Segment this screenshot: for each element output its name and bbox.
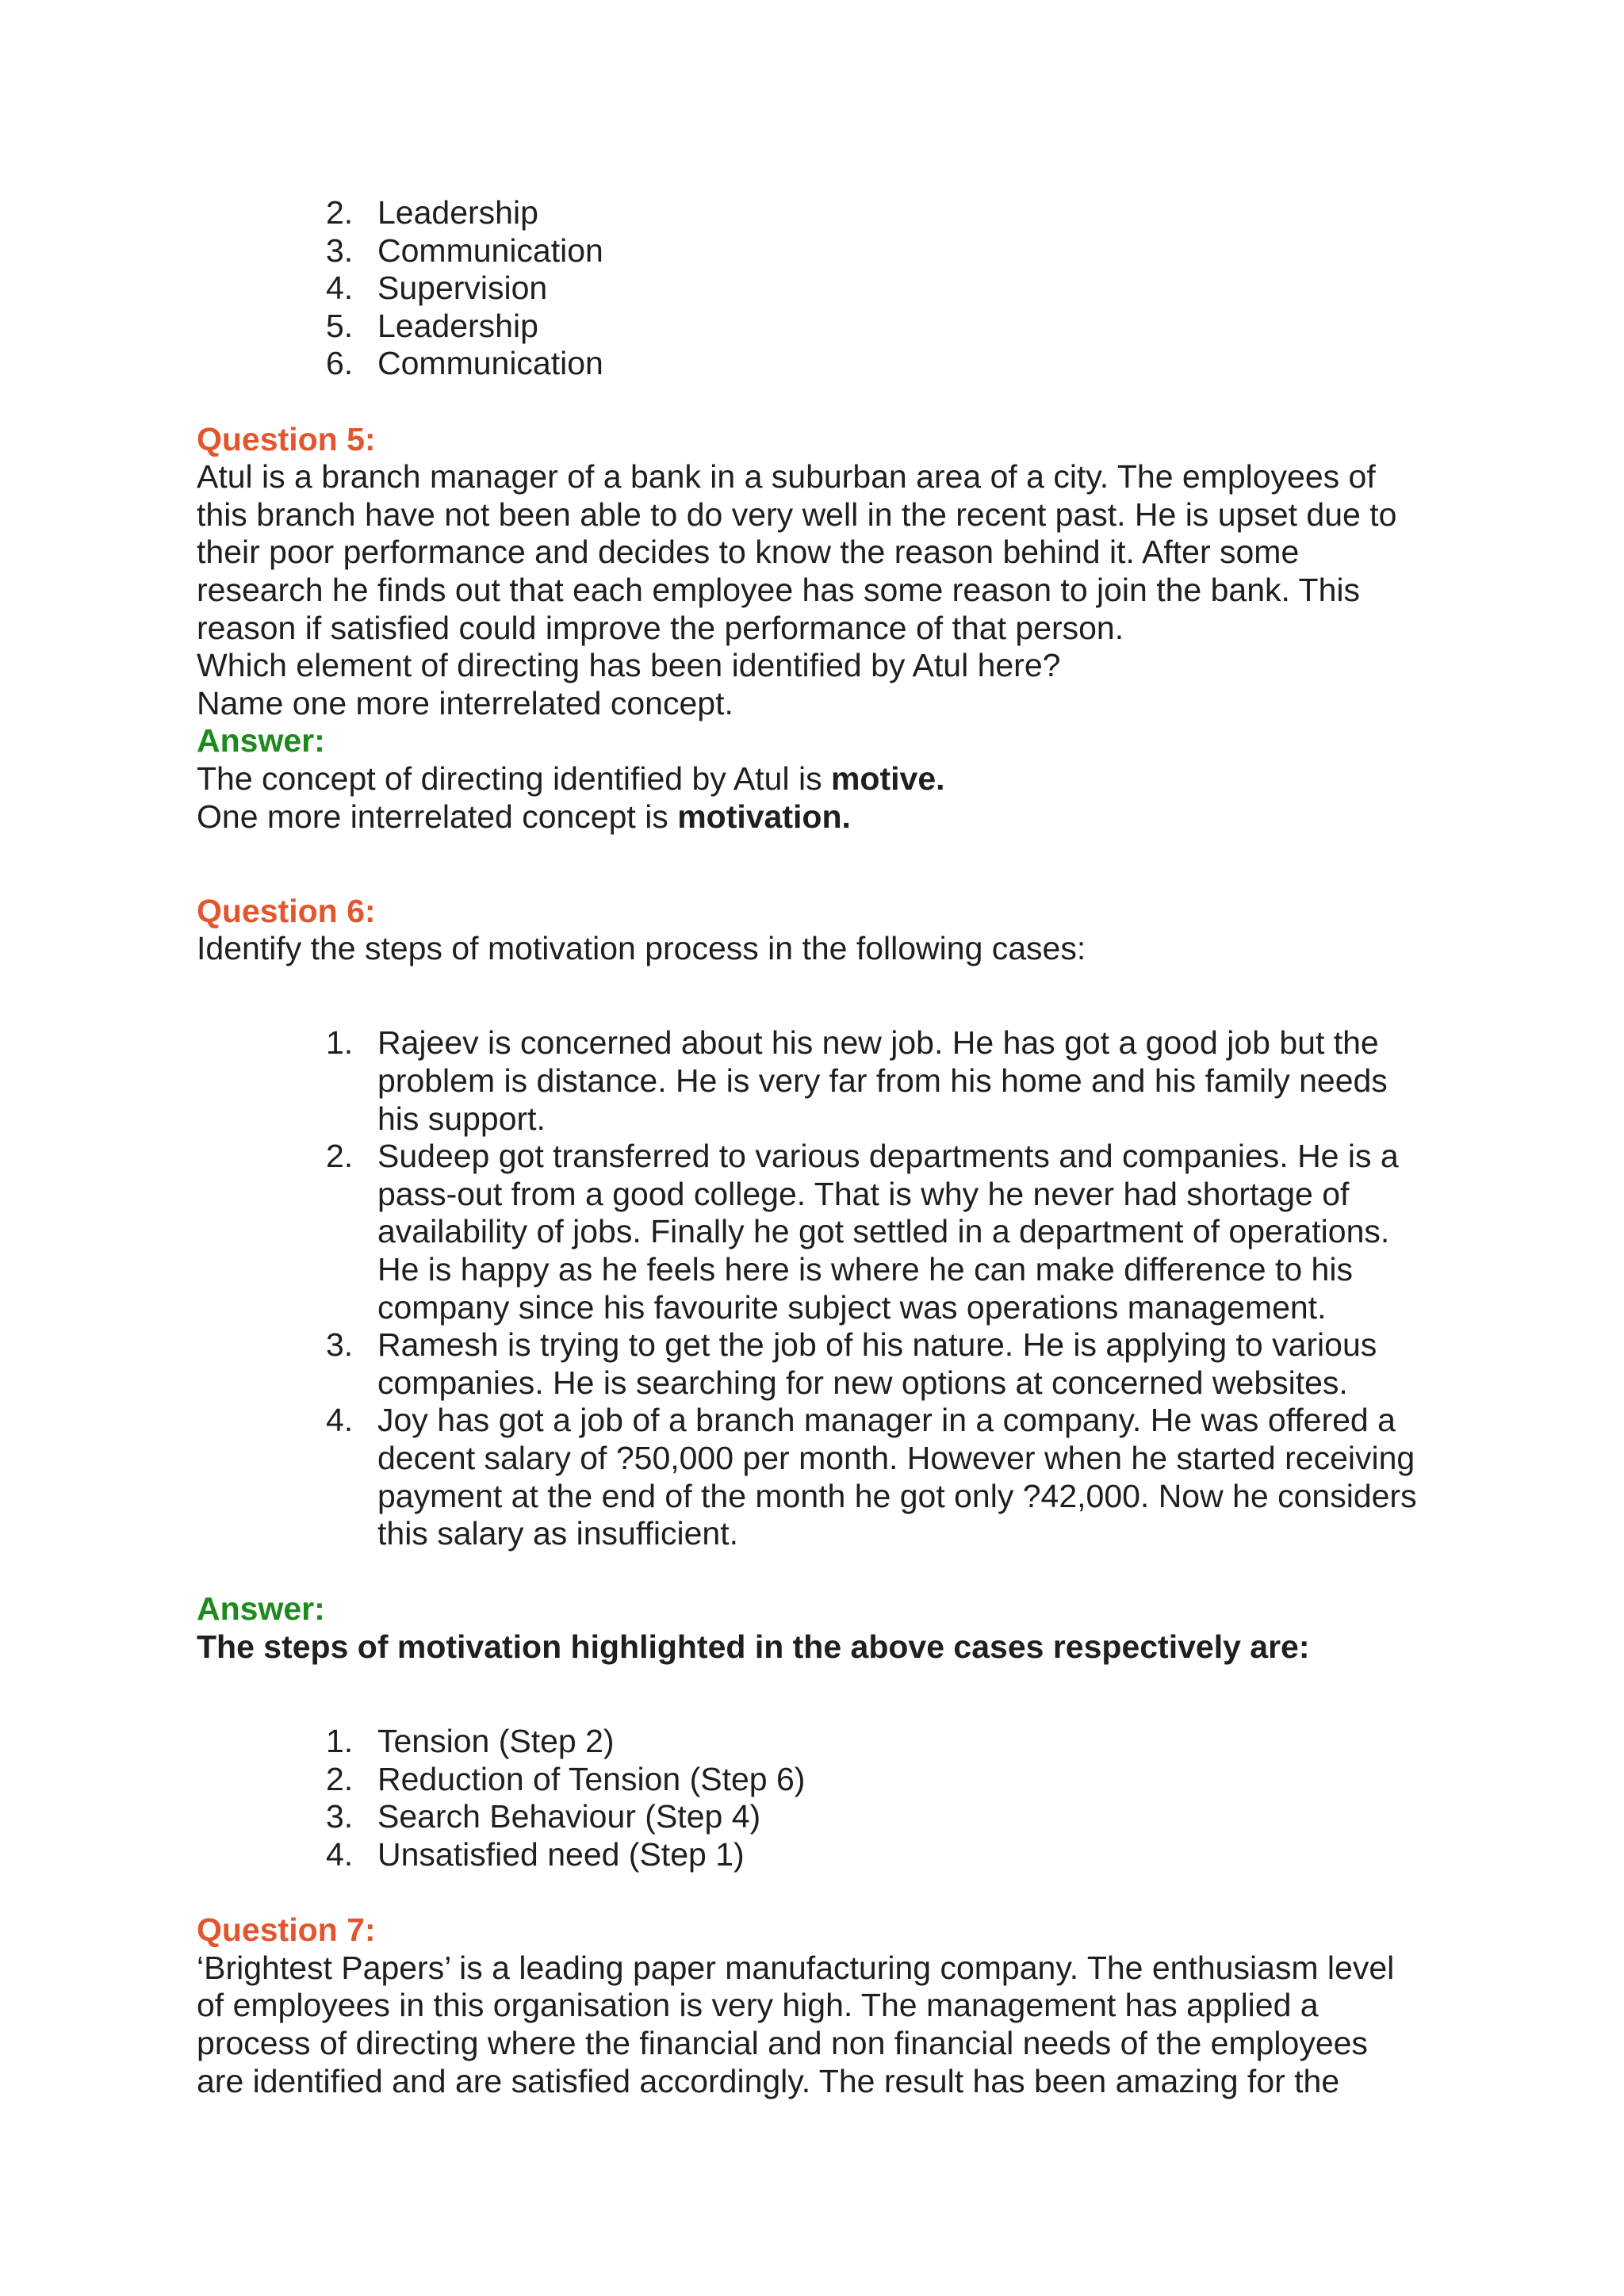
question-5-line: reason if satisfied could improve the performance of that person.: [197, 609, 1124, 646]
question-5-line: Name one more interrelated concept.: [197, 684, 733, 721]
question-6-cases: [197, 1024, 1434, 1552]
case-item: 2. Sudeep got transferred to various departments and companies. He is a pass-out from a good college. That is why he never had shortage of availability of jobs. Finally he got settled in a department of operations. He is happy as he feels here is where he can make difference to his company since his favourite subject was operations management.: [326, 1138, 1399, 1326]
list-item: 6. Communication: [326, 345, 603, 382]
answer-5-heading: Answer:: [197, 722, 325, 760]
question-6-heading: Question 6:: [197, 892, 376, 929]
list-item: 4. Supervision: [326, 270, 548, 307]
question-7-line: ‘Brightest Papers’ is a leading paper manufacturing company. The enthusiasm level: [197, 1949, 1395, 1986]
list-item: 3. Search Behaviour (Step 4): [326, 1798, 761, 1835]
question-5-line: their poor performance and decides to know the reason behind it. After some: [197, 534, 1300, 571]
list-item: 3. Communication: [326, 232, 603, 269]
answer-6-intro: The steps of motivation highlighted in the above cases respectively are:: [197, 1628, 1310, 1665]
answer-6-heading: Answer:: [197, 1590, 325, 1628]
question-6-intro: Identify the steps of motivation process in the following cases:: [197, 930, 1086, 967]
question-5-line: research he finds out that each employee has some reason to join the bank. This: [197, 571, 1361, 608]
list-item: 2. Leadership: [326, 194, 538, 231]
list-item: 4. Unsatisfied need (Step 1): [326, 1835, 745, 1873]
question-5-line: this branch have not been able to do very well in the recent past. He is upset due to: [197, 496, 1397, 533]
top-list: [197, 194, 1434, 383]
answer-5-line-1: The concept of directing identified by Atul is motive.: [197, 760, 945, 797]
question-5-heading: Question 5:: [197, 420, 376, 457]
answer-5-line-2: One more interrelated concept is motivation.: [197, 798, 851, 835]
question-5-line: Which element of directing has been identified by Atul here?: [197, 647, 1061, 684]
document-content: [197, 194, 1434, 2100]
question-7-line: of employees in this organisation is very high. The management has applied a: [197, 1987, 1319, 2024]
answer-6-list: [197, 1723, 1434, 1873]
list-item: 1. Tension (Step 2): [326, 1723, 615, 1760]
case-item: 1. Rajeev is concerned about his new job. He has got a good job but the problem is distance. He is very far from his home and his family needs his support.: [326, 1024, 1388, 1137]
list-item: 5. Leadership: [326, 307, 538, 344]
question-7-line: are identified and are satisfied accordingly. The result has been amazing for the: [197, 2062, 1340, 2099]
question-7-line: process of directing where the financial and non financial needs of the employees: [197, 2024, 1368, 2061]
case-item: 4. Joy has got a job of a branch manager in a company. He was offered a decent salary of ?50,000 per month. However when he started receiving payment at the end of the month he got only ?42,000. Now he considers this salary as insufficient.: [326, 1402, 1417, 1552]
case-item: 3. Ramesh is trying to get the job of his nature. He is applying to various companies. He is searching for new options at concerned websites.: [326, 1326, 1377, 1401]
list-item: 2. Reduction of Tension (Step 6): [326, 1760, 806, 1797]
question-5-line: Atul is a branch manager of a bank in a suburban area of a city. The employees of: [197, 458, 1376, 496]
question-7-heading: Question 7:: [197, 1911, 376, 1949]
